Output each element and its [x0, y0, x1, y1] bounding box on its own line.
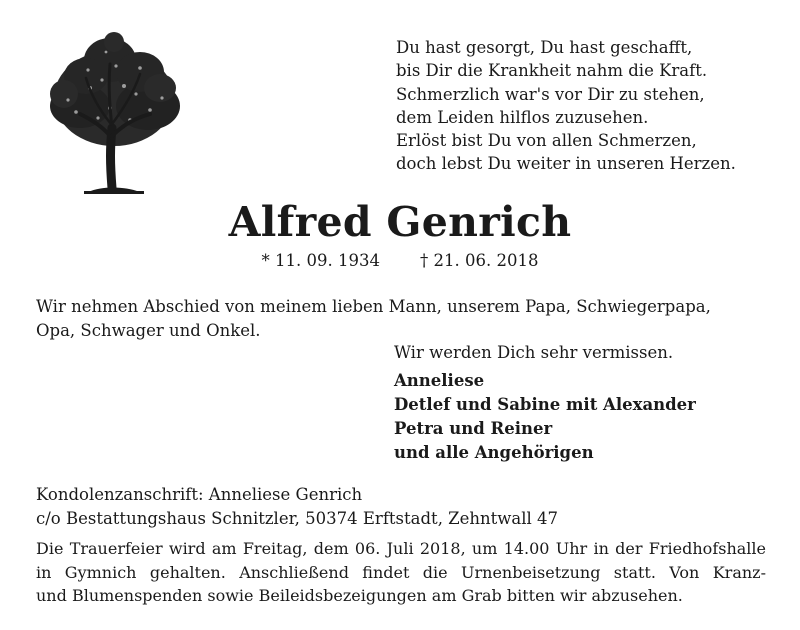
farewell-line: Wir nehmen Abschied von meinem lieben Mann, unserem Papa, Schwiegerpapa,: [36, 297, 711, 316]
funeral-line: und Blumenspenden sowie Beileidsbezeigungen am Grab bitten wir abzusehen.: [36, 586, 683, 605]
death-date: † 21. 06. 2018: [420, 251, 539, 270]
family-member: Detlef und Sabine mit Alexander: [394, 395, 696, 414]
condolence-line: c/o Bestattungshaus Schnitzler, 50374 Erftstadt, Zehntwall 47: [36, 509, 559, 528]
life-dates: [0, 250, 800, 272]
memorial-poem: [396, 36, 786, 176]
birth-date: * 11. 09. 1934: [261, 251, 380, 270]
poem-line: Erlöst bist Du von allen Schmerzen,: [396, 131, 697, 151]
family-member: Anneliese: [394, 371, 485, 390]
funeral-line: Die Trauerfeier wird am Freitag, dem 06. Juli 2018, um 14.00 Uhr in der Friedhofshalle: [36, 539, 766, 558]
funeral-details: [36, 537, 766, 608]
family-signatures: [394, 369, 696, 465]
miss-you-line: Wir werden Dich sehr vermissen.: [394, 343, 674, 362]
condolence-address: [36, 483, 776, 531]
farewell-line: Opa, Schwager und Onkel.: [36, 321, 261, 340]
poem-line: doch lebst Du weiter in unseren Herzen.: [396, 154, 736, 174]
farewell-statement: [36, 295, 776, 343]
deceased-name: Alfred Genrich: [228, 198, 572, 246]
condolence-line: Kondolenzanschrift: Anneliese Genrich: [36, 485, 363, 504]
family-member: und alle Angehörigen: [394, 443, 594, 462]
tree-icon: [40, 28, 188, 198]
poem-line: bis Dir die Krankheit nahm die Kraft.: [396, 61, 708, 81]
poem-line: Schmerzlich war's vor Dir zu stehen,: [396, 84, 705, 104]
family-member: Petra und Reiner: [394, 419, 553, 438]
poem-line: Du hast gesorgt, Du hast geschafft,: [396, 38, 693, 57]
funeral-line: in Gymnich gehalten. Anschließend findet die Urnenbeisetzung statt. Von Kranz-: [36, 562, 766, 582]
poem-line: dem Leiden hilflos zuzusehen.: [396, 107, 649, 127]
